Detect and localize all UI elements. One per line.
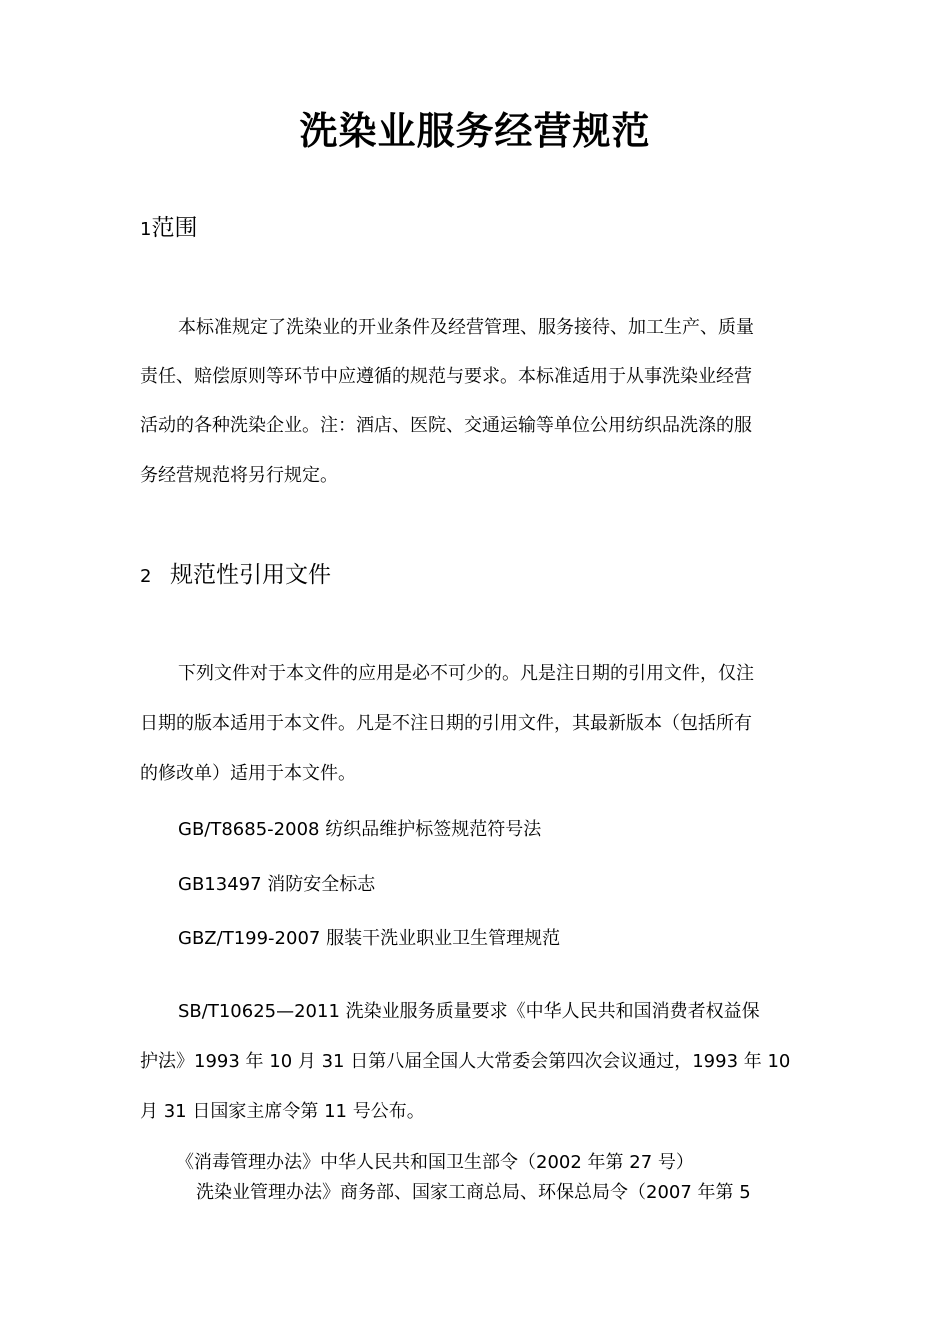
section-1-paragraph-line: 责任、赔偿原则等环节中应遵循的规范与要求。本标准适用于从事洗染业经营: [140, 366, 752, 387]
reference-paragraph-line: 月 31 日国家主席令第 11 号公布。: [140, 1101, 425, 1122]
section-2-paragraph-line: 下列文件对于本文件的应用是必不可少的。凡是注日期的引用文件，仅注: [178, 663, 754, 684]
section-2-heading: [140, 556, 331, 589]
reference-paragraph-line: SB/T10625—2011 洗染业服务质量要求《中华人民共和国消费者权益保: [178, 1001, 760, 1022]
reference-item: GB/T8685-2008 纺织品维护标签规范符号法: [178, 819, 542, 840]
section-1-number: 1: [140, 219, 152, 240]
section-2-paragraph-line: 日期的版本适用于本文件。凡是不注日期的引用文件，其最新版本（包括所有: [140, 713, 752, 734]
section-1-heading: [140, 209, 197, 242]
reference-paragraph-line: 护法》1993 年 10 月 31 日第八届全国人大常委会第四次会议通过，1993 年 10: [140, 1051, 791, 1072]
section-2-paragraph-line: 的修改单）适用于本文件。: [140, 763, 356, 784]
reference-item: GB13497 消防安全标志: [178, 874, 376, 895]
reference-paragraph-line: 《消毒管理办法》中华人民共和国卫生部令（2002 年第 27 号）: [176, 1152, 694, 1173]
reference-paragraph-line: 洗染业管理办法》商务部、国家工商总局、环保总局令（2007 年第 5: [196, 1182, 751, 1203]
section-1-paragraph-line: 本标准规定了洗染业的开业条件及经营管理、服务接待、加工生产、质量: [178, 317, 754, 338]
section-1-title: 范围: [151, 215, 198, 241]
document-title: 洗染业服务经营规范: [299, 109, 651, 153]
reference-item: GBZ/T199-2007 服装干洗业职业卫生管理规范: [178, 928, 561, 949]
section-2-number: 2: [140, 566, 152, 587]
section-2-title: 规范性引用文件: [170, 562, 331, 588]
section-1-paragraph-line: 活动的各种洗染企业。注：酒店、医院、交通运输等单位公用纺织品洗涤的服: [140, 415, 752, 436]
section-1-paragraph-line: 务经营规范将另行规定。: [140, 465, 338, 486]
